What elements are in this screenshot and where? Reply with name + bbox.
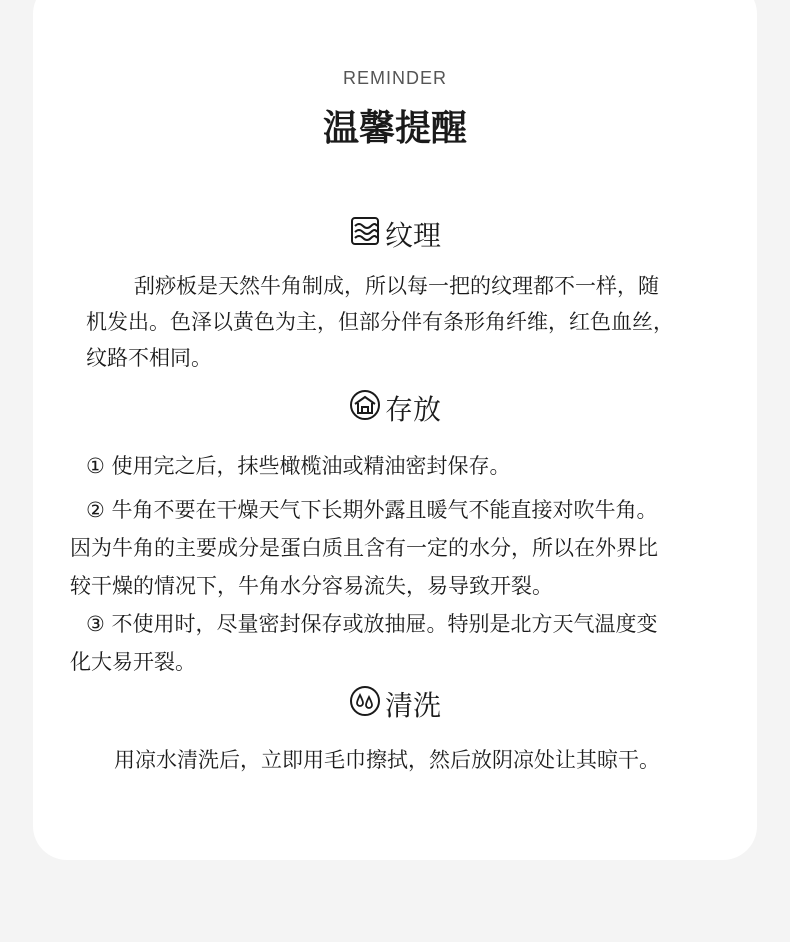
texture-line: 纹路不相同。 — [86, 346, 212, 370]
section-cleaning-title: 清洗 — [384, 689, 441, 722]
storage-line: 较干燥的情况下，牛角水分容易流失，易导致开裂。 — [70, 574, 553, 598]
storage-line: ② 牛角不要在干燥天气下长期外露且暖气不能直接对吹牛角。 — [86, 498, 658, 522]
section-texture-title: 纹理 — [384, 219, 441, 252]
texture-line: 刮痧板是天然牛角制成，所以每一把的纹理都不一样，随 — [134, 274, 659, 298]
texture-wave-icon — [349, 215, 385, 254]
section-storage-title: 存放 — [384, 393, 441, 426]
storage-item-3 — [70, 605, 658, 681]
storage-item-2 — [70, 491, 658, 605]
storage-line: ③ 不使用时，尽量密封保存或放抽屉。特别是北方天气温度变 — [86, 612, 658, 636]
storage-line: 化大易开裂。 — [70, 650, 196, 674]
eyebrow-label: REMINDER — [342, 68, 447, 88]
section-cleaning-heading — [0, 684, 790, 724]
page-title: 温馨提醒 — [322, 108, 467, 149]
storage-line: 因为牛角的主要成分是蛋白质且含有一定的水分，所以在外界比 — [70, 536, 658, 560]
cleaning-paragraph: 用凉水清洗后，立即用毛巾擦拭，然后放阴凉处让其晾干。 — [114, 748, 660, 772]
water-drops-icon — [349, 685, 385, 724]
texture-line: 机发出。色泽以黄色为主，但部分伴有条形角纤维，红色血丝， — [86, 310, 674, 334]
section-storage-heading — [0, 388, 790, 428]
storage-item-1: ① 使用完之后，抹些橄榄油或精油密封保存。 — [86, 454, 511, 478]
house-icon — [349, 389, 385, 428]
texture-paragraph — [86, 268, 674, 376]
section-texture-heading — [0, 214, 790, 254]
